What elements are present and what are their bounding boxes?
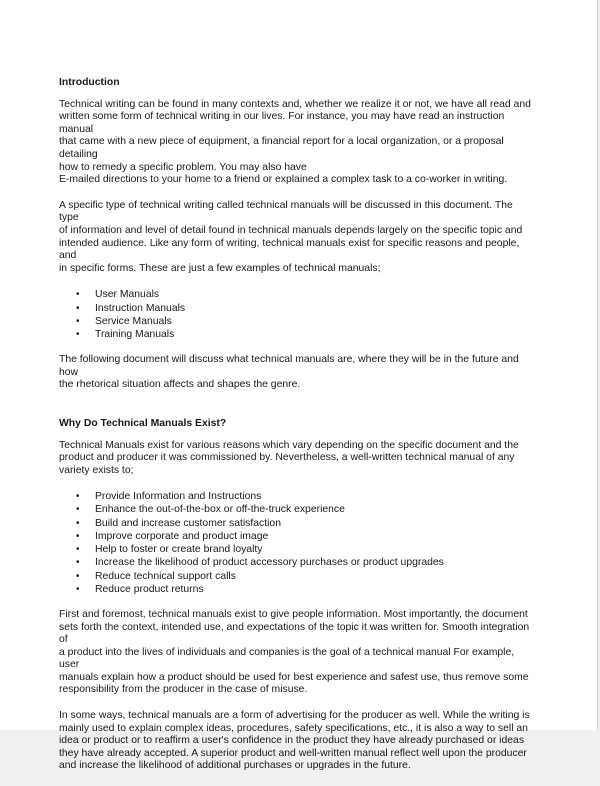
paragraph-line: in specific forms. These are just a few examples of technical manuals; [59,262,381,274]
section-spacer [59,405,531,418]
list-item-text: Reduce technical support calls [95,570,236,582]
paragraph-line: Technical Manuals exist for various reasons which vary depending on the specific document and the [59,439,519,451]
paragraph [59,609,531,697]
bullet-icon: • [76,289,80,301]
bullet-icon: • [76,570,80,582]
paragraph-line: and increase the likelihood of additional purchases or upgrades in the future. [59,760,411,772]
paragraph-line: idea or product or to reaffirm a user's confidence in the product they have already purchased or ideas [59,735,525,747]
bullet-icon: • [76,557,80,569]
list-item-text: Build and increase customer satisfaction [95,517,281,529]
list-item-text: Provide Information and Instructions [95,491,262,503]
paragraph [59,440,531,478]
paragraph [59,99,531,187]
paragraph [59,200,531,276]
paragraph-line: written some form of technical writing in our lives. For instance, you may have read an instruction manual [59,111,505,135]
bullet-icon: • [76,583,80,595]
list-item-text: Improve corporate and product image [95,530,269,542]
list-item [59,490,531,503]
paragraph-line: First and foremost, technical manuals exist to give people information. Most importantly, the document [59,608,528,620]
list-item [59,570,531,583]
paragraph-line: responsibility from the producer in the case of misuse. [59,684,308,696]
paragraph-line: variety exists to; [59,464,134,476]
paragraph-line: intended audience. Like any form of writing, technical manuals exist for specific reasons and people, and [59,237,520,262]
bullet-icon: • [76,504,80,516]
list-item-text: User Manuals [95,289,160,301]
bullet-icon: • [76,517,80,529]
bullet-icon: • [76,315,80,327]
list-item [59,530,531,543]
paragraph-line: the rhetorical situation affects and shapes the genre. [59,379,301,391]
list-item-text: Training Manuals [95,328,175,340]
list-item [59,543,531,556]
bullet-list [59,490,531,596]
paragraph-line: how to remedy a specific problem. You may also have [59,161,307,173]
bullet-list [59,288,531,341]
paragraph-line: sets forth the context, intended use, and expectations of the topic it was written for. Smooth integration of [59,621,530,646]
paragraph-line: In some ways, technical manuals are a form of advertising for the producer as well. While the writing is [59,710,530,722]
bullet-icon: • [76,530,80,542]
paragraph-line: The following document will discuss what technical manuals are, where they will be in the future and how [59,354,519,378]
paragraph-line: that came with a new piece of equipment, a financial report for a local organization, or a proposal detailing [59,136,504,160]
bullet-icon: • [76,328,80,340]
list-item [59,556,531,569]
list-item [59,288,531,301]
list-item-text: Reduce product returns [95,583,204,595]
paragraph-line: they have already accepted. A superior product and well-written manual reflect well upon the producer [59,747,527,759]
paragraph-line: E-mailed directions to your home to a friend or explained a complex task to a co-worker in writing. [59,174,508,186]
paragraph [59,710,531,773]
section-heading: Why Do Technical Manuals Exist? [59,417,227,429]
paragraph-line: manuals explain how a product should be used for best experience and safest use, thus remove some [59,671,529,683]
list-item-text: Instruction Manuals [95,302,186,314]
bullet-icon: • [76,544,80,556]
paragraph-line: a product into the lives of individuals and companies is the goal of a technical manual For example, user [59,646,515,671]
list-item-text: Help to foster or create brand loyalty [95,544,263,556]
section-heading: Introduction [59,77,120,88]
bullet-icon: • [76,302,80,314]
list-item [59,503,531,516]
bullet-icon: • [76,491,80,503]
list-item-text: Enhance the out-of-the-box or off-the-truck experience [95,504,345,516]
paragraph-line: Technical writing can be found in many contexts and, whether we realize it or not, we have all read and [59,98,531,110]
document-body [59,77,531,786]
list-item [59,583,531,596]
list-item-text: Increase the likelihood of product accessory purchases or product upgrades [95,557,444,569]
paragraph-line: of information and level of detail found in technical manuals depends largely on the specific topic and [59,224,523,236]
list-item [59,517,531,530]
paragraph-line: A specific type of technical writing called technical manuals will be discussed in this document. The type [59,199,513,224]
list-item [59,315,531,328]
paragraph-line: mainly used to explain complex ideas, procedures, safety specifications, etc., it is also a way to sell an [59,722,528,734]
list-item-text: Service Manuals [95,315,172,327]
list-item [59,328,531,341]
list-item [59,302,531,315]
paragraph [59,354,531,392]
paragraph-line: product and producer it was commissioned by. Nevertheless, a well-written technical manual of any [59,452,515,464]
